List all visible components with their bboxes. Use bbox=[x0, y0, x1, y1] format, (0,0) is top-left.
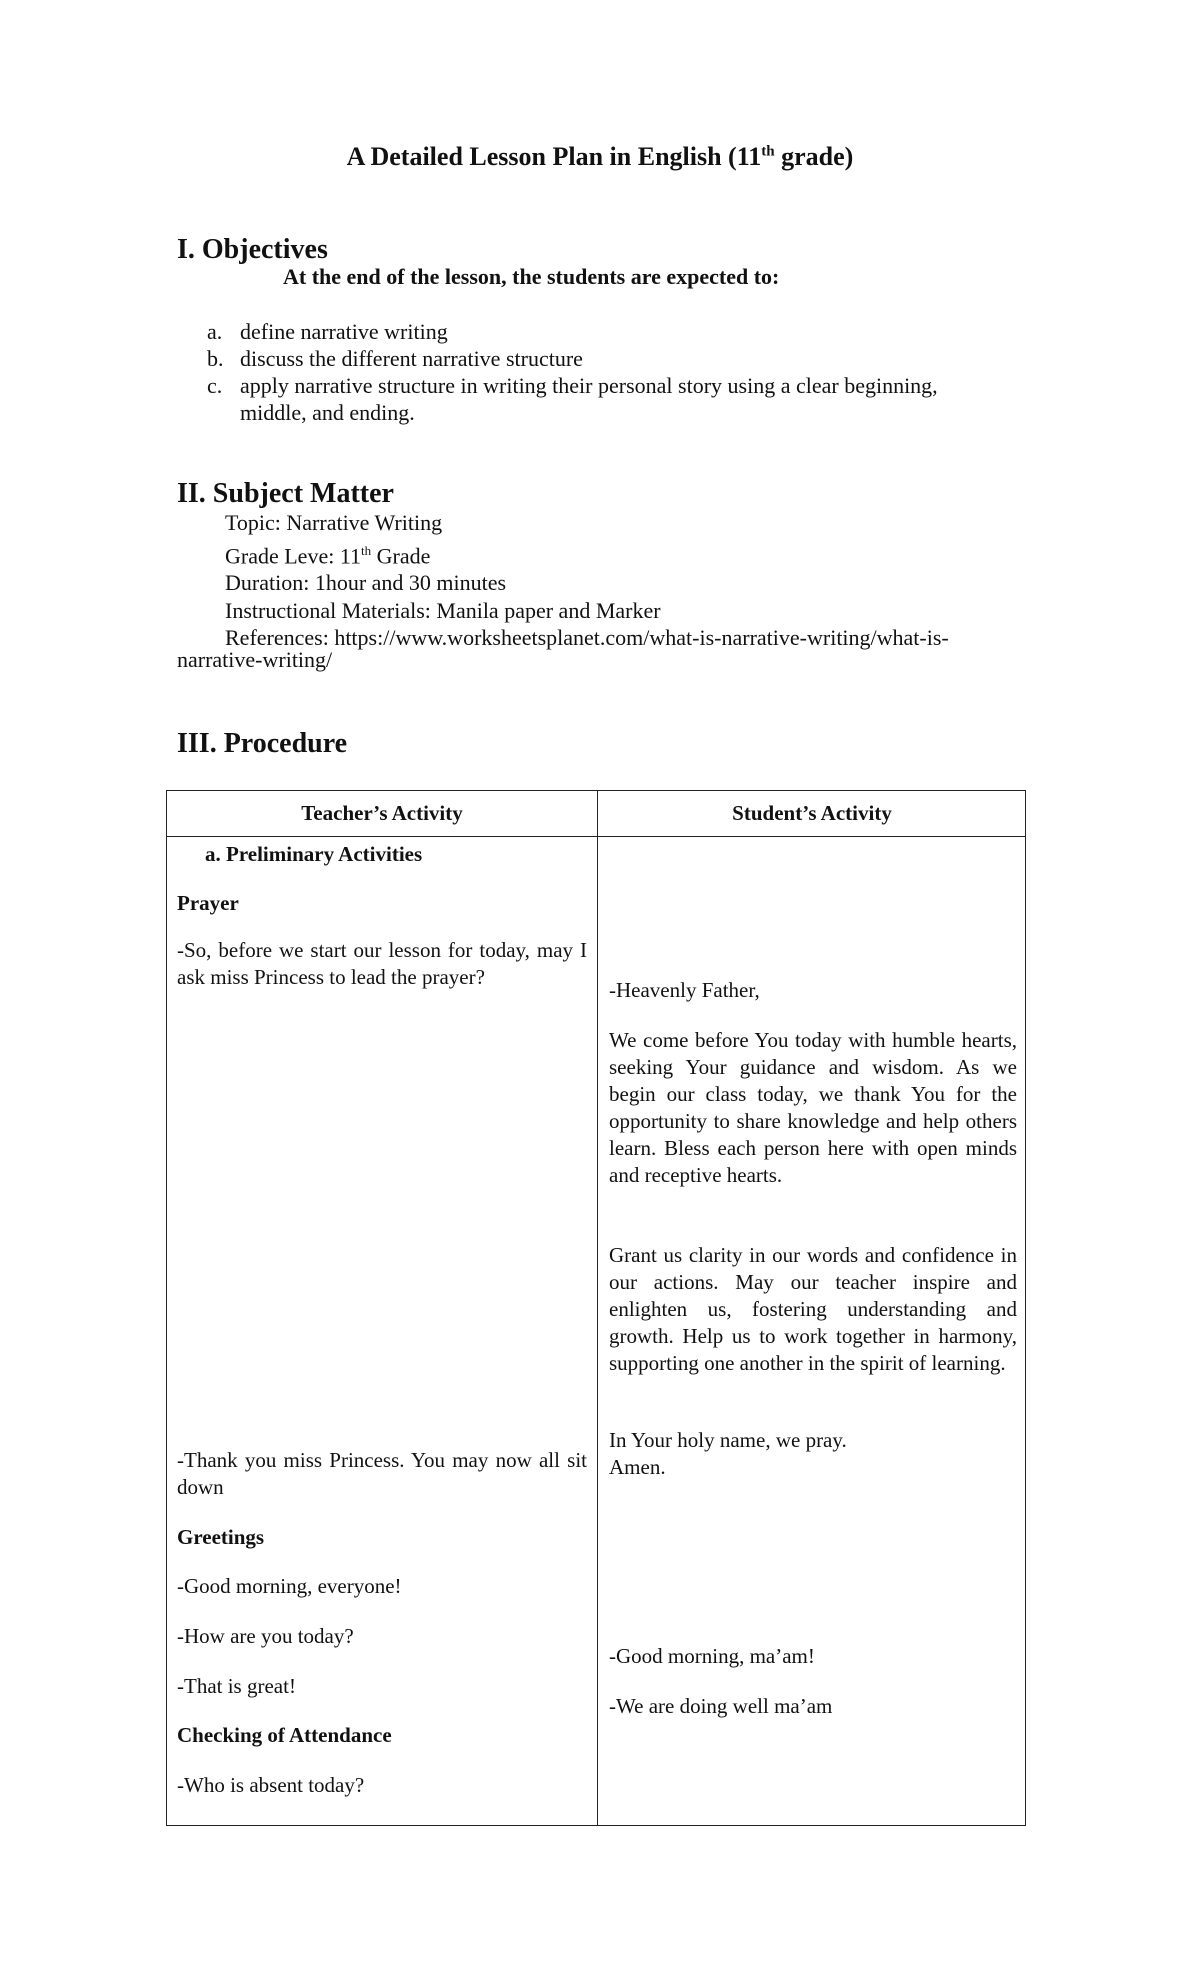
list-item bbox=[207, 318, 1007, 345]
list-item bbox=[207, 345, 1007, 372]
attendance-heading: Checking of Attendance bbox=[177, 1723, 392, 1747]
objectives-heading: I. Objectives bbox=[177, 234, 328, 265]
procedure-table bbox=[166, 790, 1026, 1826]
objectives-intro: At the end of the lesson, the students are expected to: bbox=[283, 264, 780, 289]
references-line: References: https://www.worksheetsplanet.com/what-is-narrative-writing/what-is- bbox=[225, 625, 949, 651]
grade-text: Grade Leve: 11 bbox=[225, 542, 362, 568]
duration-line: Duration: 1hour and 30 minutes bbox=[225, 570, 507, 596]
list-marker: c. bbox=[207, 373, 223, 398]
objectives-list bbox=[207, 318, 1007, 426]
list-text: apply narrative structure in writing their personal story using a clear beginning, bbox=[240, 373, 938, 398]
teacher-column-header: Teacher’s Activity bbox=[301, 801, 463, 825]
that-is-great: -That is great! bbox=[177, 1674, 296, 1698]
list-item bbox=[207, 372, 1007, 399]
list-marker: a. bbox=[207, 319, 223, 344]
doing-well-reply: -We are doing well ma’am bbox=[609, 1694, 833, 1718]
grade-line bbox=[225, 537, 1025, 570]
grade-superscript: th bbox=[361, 542, 372, 558]
title-superscript: th bbox=[761, 143, 775, 160]
grade-text-end: Grade bbox=[371, 542, 431, 568]
materials-line: Instructional Materials: Manila paper and Marker bbox=[225, 597, 661, 623]
page-title bbox=[0, 142, 1200, 172]
prayer-request: -So, before we start our lesson for today, may I ask miss Princess to lead the prayer? bbox=[177, 938, 587, 989]
list-marker bbox=[207, 399, 240, 426]
subject-matter-details bbox=[225, 509, 1025, 652]
prayer-opening: -Heavenly Father, bbox=[609, 978, 760, 1002]
title-text-end: grade) bbox=[774, 142, 854, 171]
column-divider bbox=[597, 791, 598, 1825]
prayer-closing: In Your holy name, we pray. bbox=[609, 1428, 847, 1452]
title-text: A Detailed Lesson Plan in English (11 bbox=[346, 142, 762, 171]
how-are-you: -How are you today? bbox=[177, 1624, 354, 1648]
list-marker: b. bbox=[207, 346, 224, 371]
preliminary-activities-heading: a. Preliminary Activities bbox=[205, 842, 423, 866]
prayer-paragraph-2: Grant us clarity in our words and confidence in our actions. May our teacher inspire and enlighten us, fostering understanding and growth. Help us to work together in harmony, supporting one another in the spirit of learning. bbox=[609, 1243, 1017, 1375]
student-column-header: Student’s Activity bbox=[732, 801, 892, 825]
who-is-absent: -Who is absent today? bbox=[177, 1773, 365, 1797]
thank-you-message: -Thank you miss Princess. You may now all sit down bbox=[177, 1448, 587, 1499]
references-continued: narrative-writing/ bbox=[177, 647, 333, 672]
header-divider bbox=[167, 836, 1025, 837]
topic-line: Topic: Narrative Writing bbox=[225, 510, 443, 535]
subject-matter-heading: II. Subject Matter bbox=[177, 478, 394, 509]
list-text: middle, and ending. bbox=[240, 400, 415, 425]
amen: Amen. bbox=[609, 1455, 666, 1479]
prayer-paragraph-1: We come before You today with humble hearts, seeking Your guidance and wisdom. As we begin our class today, we thank You for the opportunity to share knowledge and help others learn. Bless each person here with open minds and receptive hearts. bbox=[609, 1028, 1017, 1187]
list-text: discuss the different narrative structure bbox=[240, 346, 583, 371]
good-morning-teacher: -Good morning, everyone! bbox=[177, 1574, 402, 1598]
procedure-heading: III. Procedure bbox=[177, 728, 348, 759]
good-morning-reply: -Good morning, ma’am! bbox=[609, 1644, 815, 1668]
list-text: define narrative writing bbox=[240, 319, 448, 344]
greetings-heading: Greetings bbox=[177, 1525, 265, 1549]
list-item bbox=[207, 399, 1007, 426]
prayer-heading: Prayer bbox=[177, 891, 239, 915]
